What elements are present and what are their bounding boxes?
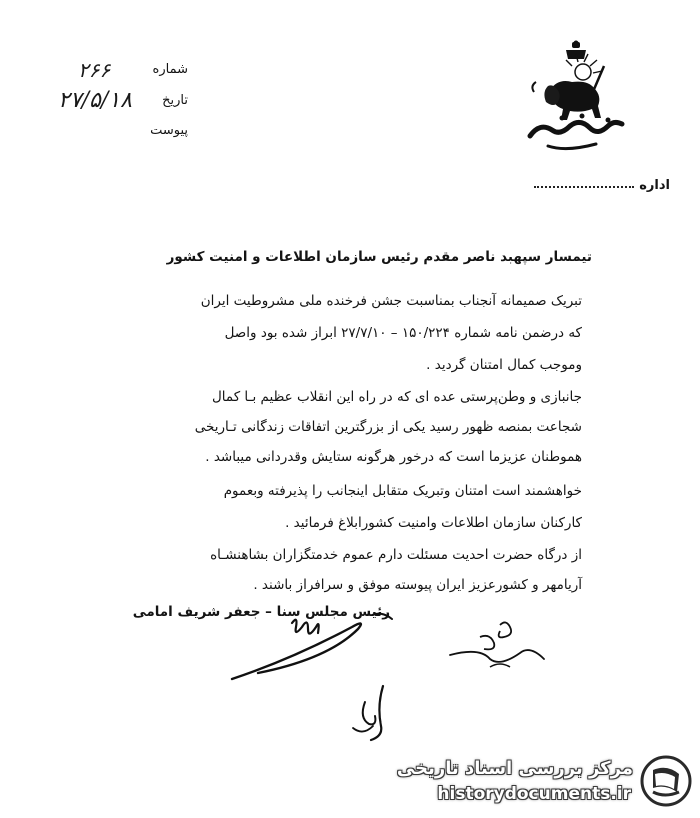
handwritten-annotation-scribble [440,615,550,680]
watermark-footer [396,748,695,812]
number-value: ۲۶۶ [78,58,111,82]
date-value: ۲۷/۵/۱۸ [58,88,132,113]
paragraph-1-line-2: که درضمن نامه شماره ۱۵۰/۲۲۴ – ۲۷/۷/۱۰ ابراز شده بود واصل [224,325,582,341]
office-dotted-line [534,186,634,188]
paragraph-4-line-1: از درگاه حضرت احدیت مسئلت دارم عموم خدمتگزاران بشاهنشـاه [210,547,582,563]
watermark-title: مرکز بررسی اسناد تاریخی [396,758,633,779]
senate-wordmark-logo [522,88,632,158]
office-label: اداره [639,178,670,193]
letter-addressee: تیمسار سپهبد ناصر مقدم رئیس سازمان اطلاعات و امنیت کشور [166,249,592,265]
paragraph-1-line-3: وموجب کمال امتنان گردید . [426,357,582,373]
paragraph-3-line-2: کارکنان سازمان اطلاعات وامنیت کشورابلاغ فرمائید . [285,515,582,531]
attachment-label: پیوست [150,123,188,138]
watermark-url: historydocuments.ir [437,784,631,804]
initials-scribble [345,682,405,747]
paragraph-2-line-3: هموطنان عزیزما است که درخور هرگونه ستایش وقدردانی میباشد . [205,449,582,465]
paragraph-1-line-1: تبریک صمیمانه آنجناب بمناسبت جشن فرخنده ملی مشروطیت ایران [200,293,582,309]
signer-name: رئیس مجلس سنا – جعفر شریف امامی [132,604,390,620]
date-label: تاریخ [162,93,188,108]
paragraph-2-line-2: شجاعت بمنصه ظهور رسید یکی از بزرگترین اتفاقات زندگانی تـاریخی [194,419,582,435]
paragraph-3-line-1: خواهشمند است امتنان وتبریک متقابل اینجانب را پذیرفته وبعموم [223,483,582,499]
paragraph-4-line-2: آریامهر و کشورعزیز ایران پیوسته موفق و سرافراز باشند . [253,577,582,593]
paragraph-2-line-1: جانبازی و وطن‌پرستی عده ای که در راه این انقلاب عظیم بـا کمال [211,389,582,405]
number-label: شماره [152,62,188,77]
archive-logo-icon [639,754,693,808]
main-signature-scribble [222,605,422,685]
